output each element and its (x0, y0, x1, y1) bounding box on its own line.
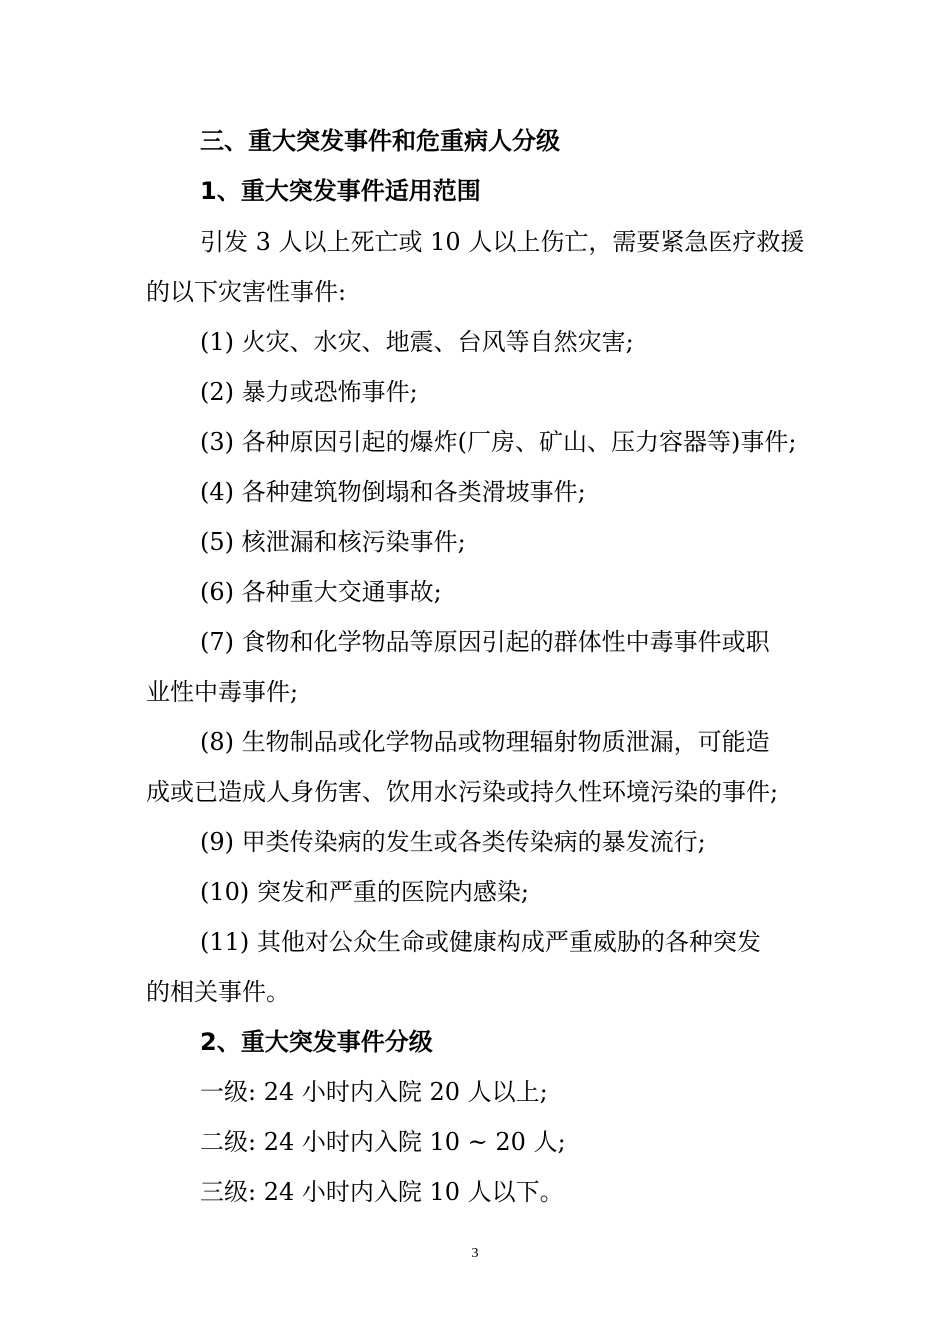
subsection-heading-scope: 1、重大突发事件适用范围 (200, 177, 481, 205)
section-heading: 三、重大突发事件和危重病人分级 (200, 127, 560, 155)
list-item-9: (9) 甲类传染病的发生或各类传染病的暴发流行; (200, 828, 706, 856)
list-item-7-line2: 业性中毒事件; (146, 678, 299, 706)
list-item-10: (10) 突发和严重的医院内感染; (200, 878, 529, 906)
subsection-heading-levels: 2、重大突发事件分级 (200, 1028, 433, 1056)
level-3: 三级: 24 小时内入院 10 人以下。 (200, 1178, 564, 1206)
list-item-4: (4) 各种建筑物倒塌和各类滑坡事件; (200, 478, 586, 506)
page-number: 3 (471, 1246, 479, 1261)
list-item-11-line1: (11) 其他对公众生命或健康构成严重威胁的各种突发 (200, 928, 761, 956)
list-item-1: (1) 火灾、水灾、地震、台风等自然灾害; (200, 328, 634, 356)
list-item-8-line1: (8) 生物制品或化学物品或物理辐射物质泄漏，可能造 (200, 728, 770, 756)
list-item-2: (2) 暴力或恐怖事件; (200, 378, 418, 406)
list-item-7-line1: (7) 食物和化学物品等原因引起的群体性中毒事件或职 (200, 628, 770, 656)
intro-paragraph-line2: 的以下灾害性事件: (146, 278, 347, 306)
level-1: 一级: 24 小时内入院 20 人以上; (200, 1078, 548, 1106)
list-item-11-line2: 的相关事件。 (146, 978, 290, 1006)
list-item-8-line2: 成或已造成人身伤害、饮用水污染或持久性环境污染的事件; (146, 778, 779, 806)
list-item-5: (5) 核泄漏和核污染事件; (200, 528, 466, 556)
list-item-6: (6) 各种重大交通事故; (200, 578, 442, 606)
level-2: 二级: 24 小时内入院 10 ~ 20 人; (200, 1128, 566, 1156)
list-item-3: (3) 各种原因引起的爆炸(厂房、矿山、压力容器等)事件; (200, 428, 797, 456)
intro-paragraph-line1: 引发 3 人以上死亡或 10 人以上伤亡，需要紧急医疗救援 (200, 228, 805, 256)
